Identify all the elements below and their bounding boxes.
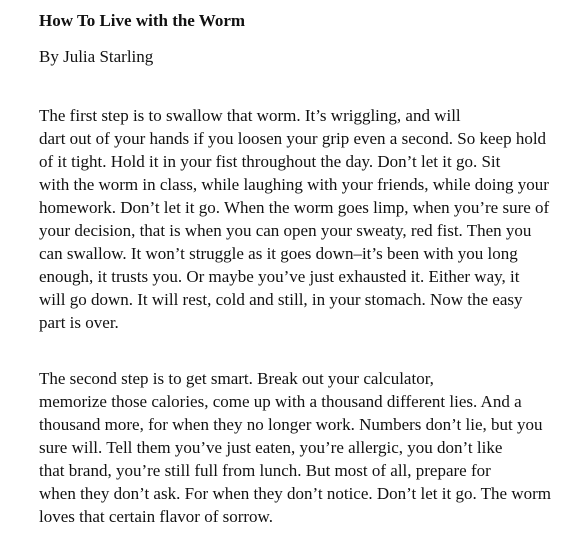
- article: [39, 10, 579, 528]
- paragraph-line: thousand more, for when they no longer work. Numbers don’t lie, but you: [39, 415, 543, 434]
- paragraph-second-step: [39, 367, 579, 528]
- paragraph-line: enough, it trusts you. Or maybe you’ve just exhausted it. Either way, it: [39, 267, 520, 286]
- paragraph-line: sure will. Tell them you’ve just eaten, you’re allergic, you don’t like: [39, 438, 503, 457]
- paragraph-line: loves that certain flavor of sorrow.: [39, 507, 273, 526]
- paragraph-line: when they don’t ask. For when they don’t notice. Don’t let it go. The worm: [39, 484, 551, 503]
- article-byline: By Julia Starling: [39, 47, 154, 66]
- paragraph-line: of it tight. Hold it in your fist throughout the day. Don’t let it go. Sit: [39, 152, 501, 171]
- paragraph-line: part is over.: [39, 313, 119, 332]
- paragraph-line: with the worm in class, while laughing with your friends, while doing your: [39, 175, 549, 194]
- article-title: How To Live with the Worm: [39, 11, 246, 30]
- paragraph-first-step: [39, 104, 579, 334]
- paragraph-line: dart out of your hands if you loosen your grip even a second. So keep hold: [39, 129, 547, 148]
- paragraph-line: The second step is to get smart. Break out your calculator,: [39, 369, 434, 388]
- paragraph-line: will go down. It will rest, cold and still, in your stomach. Now the easy: [39, 290, 523, 309]
- paragraph-line: homework. Don’t let it go. When the worm goes limp, when you’re sure of: [39, 198, 550, 217]
- paragraph-line: your decision, that is when you can open your sweaty, red fist. Then you: [39, 221, 532, 240]
- paragraph-line: can swallow. It won’t struggle as it goes down–it’s been with you long: [39, 244, 518, 263]
- paragraph-line: memorize those calories, come up with a thousand different lies. And a: [39, 392, 522, 411]
- paragraph-line: The first step is to swallow that worm. It’s wriggling, and will: [39, 106, 461, 125]
- paragraph-line: that brand, you’re still full from lunch. But most of all, prepare for: [39, 461, 491, 480]
